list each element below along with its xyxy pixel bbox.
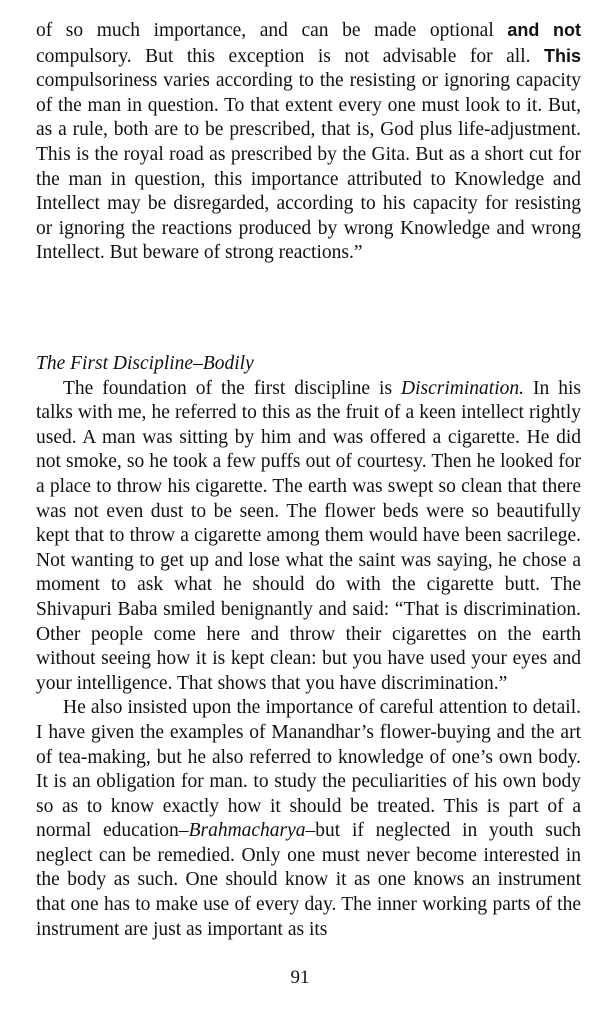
paragraph [36, 377, 581, 697]
paragraph-text: compulsory. But this exception is not advisable for all. [36, 45, 544, 67]
paragraph-text: compulsoriness varies according to the resisting or ignoring capacity of the man in question. To that extent every one must look to it. But, as a rule, both are to be prescribed, that is, God plus life-adjustment. This is the royal road as prescribed by the Gita. But as a short cut for the man in question, this importance attributed to Knowledge and Intellect may be disregarded, according to his capacity for resisting or ignoring the reactions produced by wrong Knowledge and wrong Intellect. But beware of strong reactions.” [36, 70, 581, 264]
italic-term: Brahmacharya [188, 820, 306, 842]
continued-paragraph [36, 18, 581, 266]
bold-phrase: and not [507, 20, 581, 40]
paragraph-text: He also insisted upon the importance of careful attention to detail. I have given the examples of Manandhar’s flower-buying and the art of tea-making, but he also referred to knowledge of one’s own body. It is an obligation for man. to study the peculiarities of his own body so as to know exactly how it should be treated. This is part of a normal education– [36, 697, 581, 842]
page-number: 91 [290, 967, 310, 988]
bold-phrase: This [543, 45, 581, 66]
section-heading: The First Discipline–Bodily [36, 353, 254, 374]
paragraph-text: of so much importance, and can be made optional [36, 20, 508, 41]
paragraph-text: The foundation of the first discipline is [63, 377, 402, 399]
italic-term: Discrimination. [401, 377, 525, 399]
paragraph [36, 696, 581, 942]
paragraph-text: In his talks with me, he referred to this as the fruit of a keen intellect rightly used. A man was sitting by him and was offered a cigarette. He did not smoke, so he took a few puffs out of courtesy. Then he looked for a place to throw his cigarette. The earth was swept so clean that there was not even dust to be seen. The flower beds were so beautifully kept that to throw a cigarette among them would have been sacrilege. Not wanting to get up and lose what the saint was saying, he chose a moment to ask what he should do with the cigarette butt. The Shivapuri Baba smiled benignantly and said: “That is discrimination. Other people come here and throw their cigarettes on the earth without seeing how it is kept clean: but you have used your eyes and your intelligence. That shows that you have discrimination.” [36, 377, 581, 694]
paragraph-text: –but if neglected in youth such neglect can be remedied. Only one must never become interested in the body as such. One should know it as one knows an instrument that one has to make use of every day. The inner working parts of the instrument are just as important as its [36, 820, 581, 940]
section [36, 352, 581, 942]
